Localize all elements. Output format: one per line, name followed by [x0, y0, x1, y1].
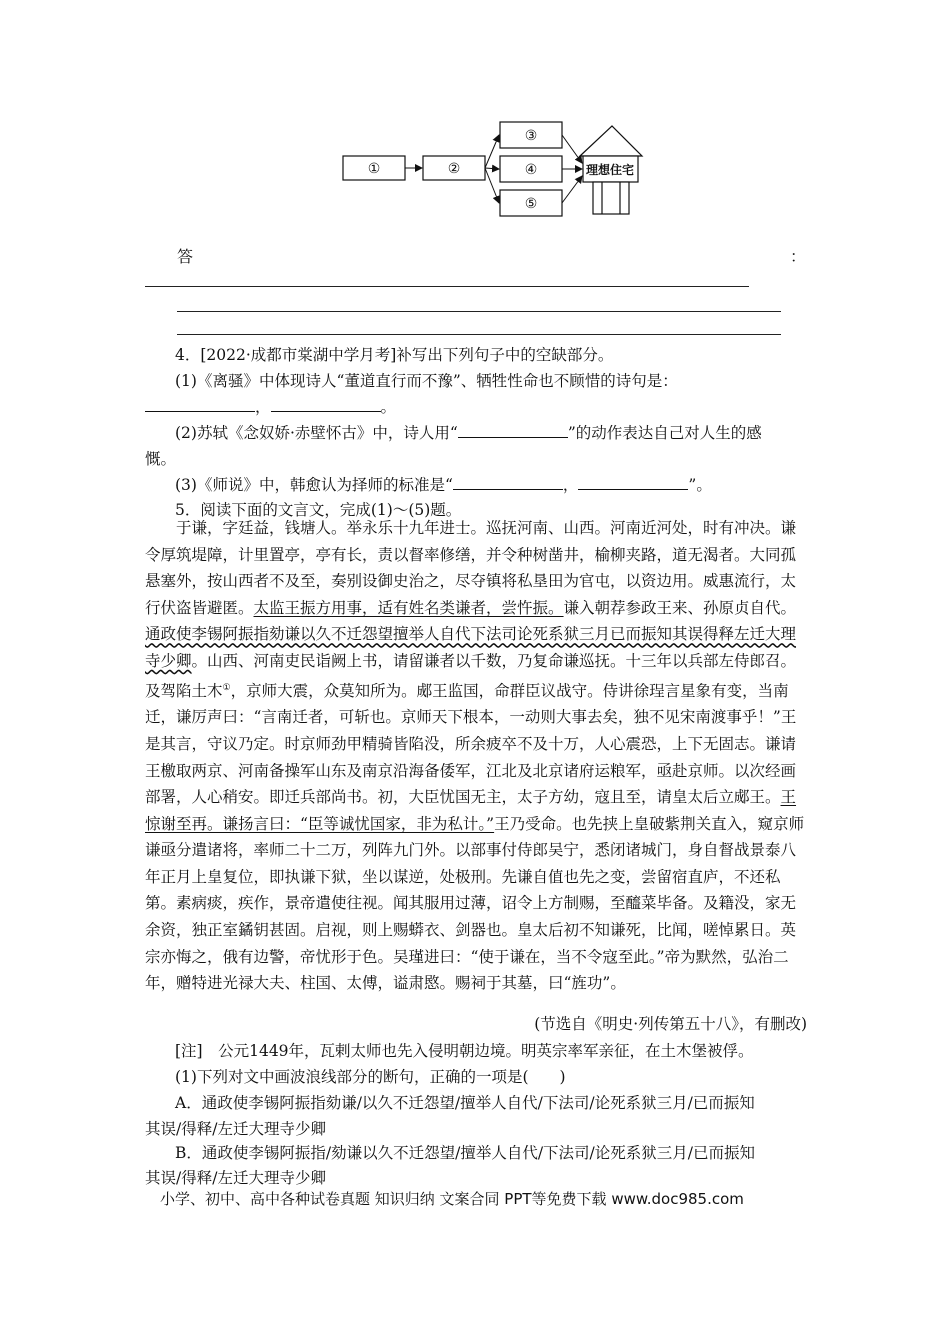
answer-line-2	[177, 311, 781, 312]
underlined-sentence-2: 王惊谢至再。谦扬言曰：“臣等诚忧国家，非为私计。”	[145, 788, 797, 833]
q5-title: 5．阅读下面的文言文，完成(1)～(5)题。	[175, 501, 462, 519]
blank[interactable]	[458, 436, 568, 438]
blank[interactable]	[453, 488, 563, 490]
housing-diagram	[340, 118, 650, 220]
wavy-underlined-passage: 通政使李锡阿振指劾谦以久不迁怨望擅举人自代下法司论死系狱三月已而振知其误得释左迁大理寺少卿	[145, 625, 797, 670]
answer-line-3	[177, 334, 781, 335]
diagram-box2: ②	[447, 161, 461, 177]
option-b-line1: B．通政使李锡阿振指/劾谦以久不迁怨望/擅举人自代/下法司/论死系狱三月/已而振知	[175, 1144, 756, 1162]
blank[interactable]	[145, 410, 255, 412]
answer-line-1	[145, 286, 749, 287]
underlined-sentence-1: 太监王振方用事，适有姓名类谦者，尝忤振。	[253, 598, 564, 617]
q4-s1-prompt: (1)《离骚》中体现诗人“董道直行而不豫”、牺牲性命也不顾惜的诗句是：	[175, 372, 678, 390]
blank[interactable]	[271, 410, 381, 412]
footnote-marker: ①	[222, 682, 231, 693]
footer-banner: 小学、初中、高中各种试卷真题 知识归纳 文案合同 PPT等免费下载 www.doc985.com	[160, 1190, 744, 1208]
q4-s2-cont: 慨。	[145, 450, 177, 468]
footnote: [注] 公元1449年，瓦剌太师也先入侵明朝边境。明英宗率军亲征，在土木堡被俘。	[175, 1042, 754, 1060]
q5-sub1: (1)下列对文中画波浪线部分的断句，正确的一项是( )	[175, 1068, 566, 1086]
diagram-house-label: 理想住宅	[585, 163, 635, 177]
q4-title: 4．[2022·成都市棠湖中学月考]补写出下列句子中的空缺部分。	[175, 346, 614, 364]
blank[interactable]	[578, 488, 688, 490]
diagram-box1: ①	[367, 161, 381, 177]
diagram-box3: ③	[524, 128, 538, 144]
diagram-box4: ④	[524, 162, 538, 178]
option-a-line1: A．通政使李锡阿振指劾谦/以久不迁怨望/擅举人自代/下法司/论死系狱三月/已而振知	[175, 1094, 755, 1112]
answer-label: 答	[177, 247, 194, 266]
option-b-line2: 其误/得释/左迁大理寺少卿	[145, 1169, 326, 1187]
q5-passage: 于谦，字廷益，钱塘人。举永乐十九年进士。巡抚河南、山西。河南近河处，时有冲决。谦令厚筑堤障，计里置亭，亭有长，责以督率修缮，并令种树凿井，榆柳夹路，道无渴者。大同孤悬塞外，按山西者不及至，奏别设御史治之，尽夺镇将私垦田为官屯，以资边用。威惠流行，太行伏盗皆避匿。太监王振方用事，适有姓名类谦者，尝忤振。谦入朝荐参政王来、孙原贞自代。通政使李锡阿振指劾谦以久不迁怨望擅举人自代下法司论死系狱三月已而振知其误得释左迁大理寺少卿。山西、河南吏民诣阙上书，请留谦者以千数，乃复命谦巡抚。十三年以兵部左侍郎召。及驾陷土木①，京师大震，众莫知所为。郕王监国，命群臣议战守。侍讲徐珵言星象有变，当南迁，谦厉声曰：“言南迁者，可斩也。京师天下根本，一动则大事去矣，独不见宋南渡事乎！”王是其言，守议乃定。时京师劲甲精骑皆陷没，所余疲卒不及十万，人心震恐，上下无固志。谦请王檄取两京、河南备操军山东及南京沿海备倭军，江北及北京诸府运粮军，亟赴京师。以次经画部署，人心稍安。即迁兵部尚书。初，大臣忧国无主，太子方幼，寇且至，请皇太后立郕王。王惊谢至再。谦扬言曰：“臣等诚忧国家，非为私计。”王乃受命。也先挟上皇破紫荆关直入，窥京师谦亟分遣诸将，率师二十二万，列阵九门外。以部事付侍郎吴宁，悉闭诸城门，身自督战景泰八年正月上皇复位，即执谦下狱，坐以谋逆，处极刑。先谦自值也先之变，尝留宿直庐，不还私第。素病痰，疾作，景帝遣使往视。闻其服用过薄，诏令上方制赐，至醯菜毕备。及籍没，家无余资，独正室鐍钥甚固。启视，则上赐蟒衣、剑器也。皇太后初不知谦死，比闻，嗟悼累日。英宗亦悔之，俄有边警，帝忧形于色。吴瑾进曰：“使于谦在，当不令寇至此。”帝为默然，弘治二年，赠特进光禄大夫、柱国、太傅，谥肃愍。赐祠于其墓，曰“旌功”。	[145, 519, 805, 993]
q4-s2: (2)苏轼《念奴娇·赤壁怀古》中，诗人用“ ”的动作表达自己对人生的感	[175, 424, 762, 442]
q4-s3: (3)《师说》中，韩愈认为择师的标准是“ ， ”。	[175, 476, 712, 494]
diagram-box5: ⑤	[524, 196, 538, 212]
answer-colon: ：	[790, 247, 807, 266]
q4-s1-blanks: ， 。	[145, 394, 396, 420]
source-citation: (节选自《明史·列传第五十八》，有删改)	[534, 1015, 807, 1033]
option-a-line2: 其误/得释/左迁大理寺少卿	[145, 1120, 326, 1138]
